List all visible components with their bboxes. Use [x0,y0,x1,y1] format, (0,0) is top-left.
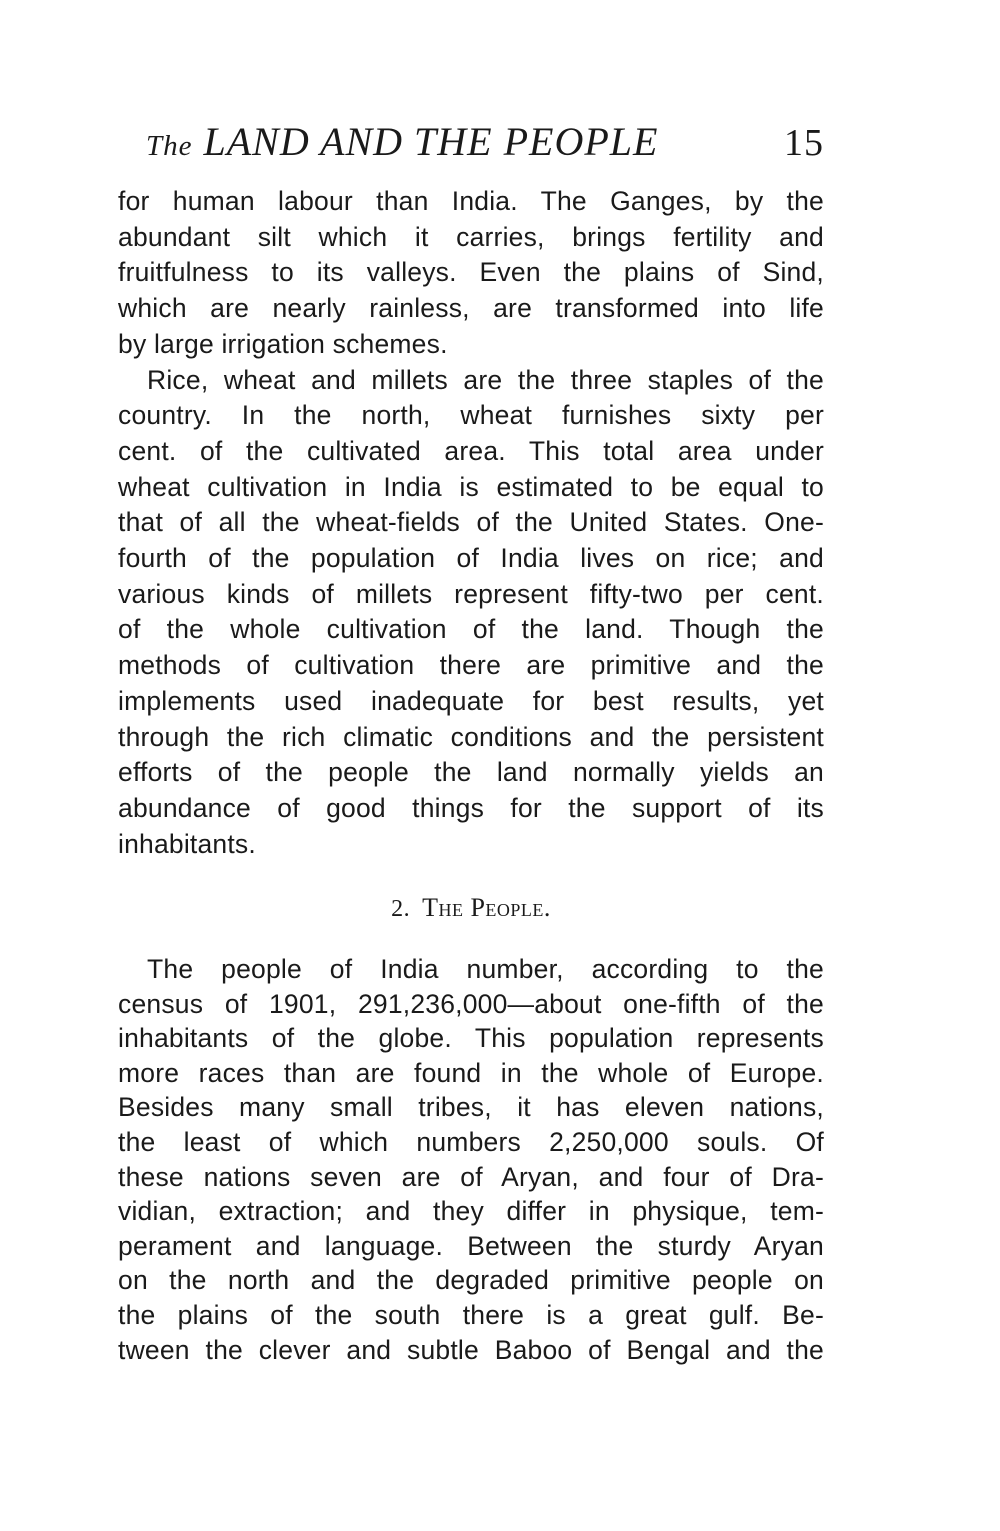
text-line: of the whole cultivation of the land. Though the [118,614,824,645]
text-line: which are nearly rainless, are transformed into life [118,293,824,324]
running-head [118,118,824,184]
text-line: efforts of the people the land normally yields an [118,757,824,788]
text-line: that of all the wheat-fields of the United States. One- [118,507,824,538]
text-line: implements used inadequate for best results, yet [118,685,824,716]
text-line: vidian, extraction; and they differ in physique, tem- [118,1196,824,1227]
text-line: cent. of the cultivated area. This total area under [118,435,824,466]
text-line: the plains of the south there is a great gulf. Be- [118,1300,824,1330]
paragraph-1 [118,184,824,363]
text-line: abundant silt which it carries, brings fertility and [118,221,824,252]
section-title: The People. [422,893,551,923]
text-line: these nations seven are of Aryan, and four of Dra- [118,1161,824,1192]
paragraph-3 [118,952,824,1367]
paragraph-2 [118,363,824,863]
text-line: Rice, wheat and millets are the three staples of the [147,364,824,395]
running-head-title-text: LAND AND THE PEOPLE [203,119,659,164]
running-head-the: The [146,130,193,162]
text-line: by large irrigation schemes. [118,328,448,359]
text-line: various kinds of millets represent fifty-two per cent. [118,578,824,609]
section-heading [118,890,824,928]
text-line: inhabitants. [118,828,256,859]
text-line: perament and language. Between the sturdy Aryan [118,1230,824,1261]
text-line: fruitfulness to its valleys. Even the plains of Sind, [118,257,824,288]
text-line: wheat cultivation in India is estimated to be equal to [118,471,824,502]
running-head-title [118,118,770,165]
text-line: on the north and the degraded primitive people on [118,1265,824,1296]
page-number: 15 [784,122,824,164]
text-line: The people of India number, according to the [147,954,824,985]
text-line: through the rich climatic conditions and the persistent [118,721,824,752]
text-line: the least of which numbers 2,250,000 souls. Of [118,1127,824,1158]
text-line: Besides many small tribes, it has eleven nations, [118,1092,824,1123]
text-line: abundance of good things for the support of its [118,792,824,823]
body-text [118,184,824,1367]
text-line: methods of cultivation there are primitive and the [118,650,824,681]
text-line: tween the clever and subtle Baboo of Bengal and the [118,1334,824,1365]
text-line: more races than are found in the whole of Europe. [118,1057,824,1088]
section-number: 2. [391,896,411,923]
text-line: fourth of the population of India lives on rice; and [118,543,824,574]
book-page [118,118,824,1367]
text-line: inhabitants of the globe. This population represents [118,1023,824,1054]
text-line: country. In the north, wheat furnishes sixty per [118,400,824,431]
text-line: census of 1901, 291,236,000—about one-fifth of the [118,988,824,1019]
text-line: for human labour than India. The Ganges, by the [118,186,824,216]
